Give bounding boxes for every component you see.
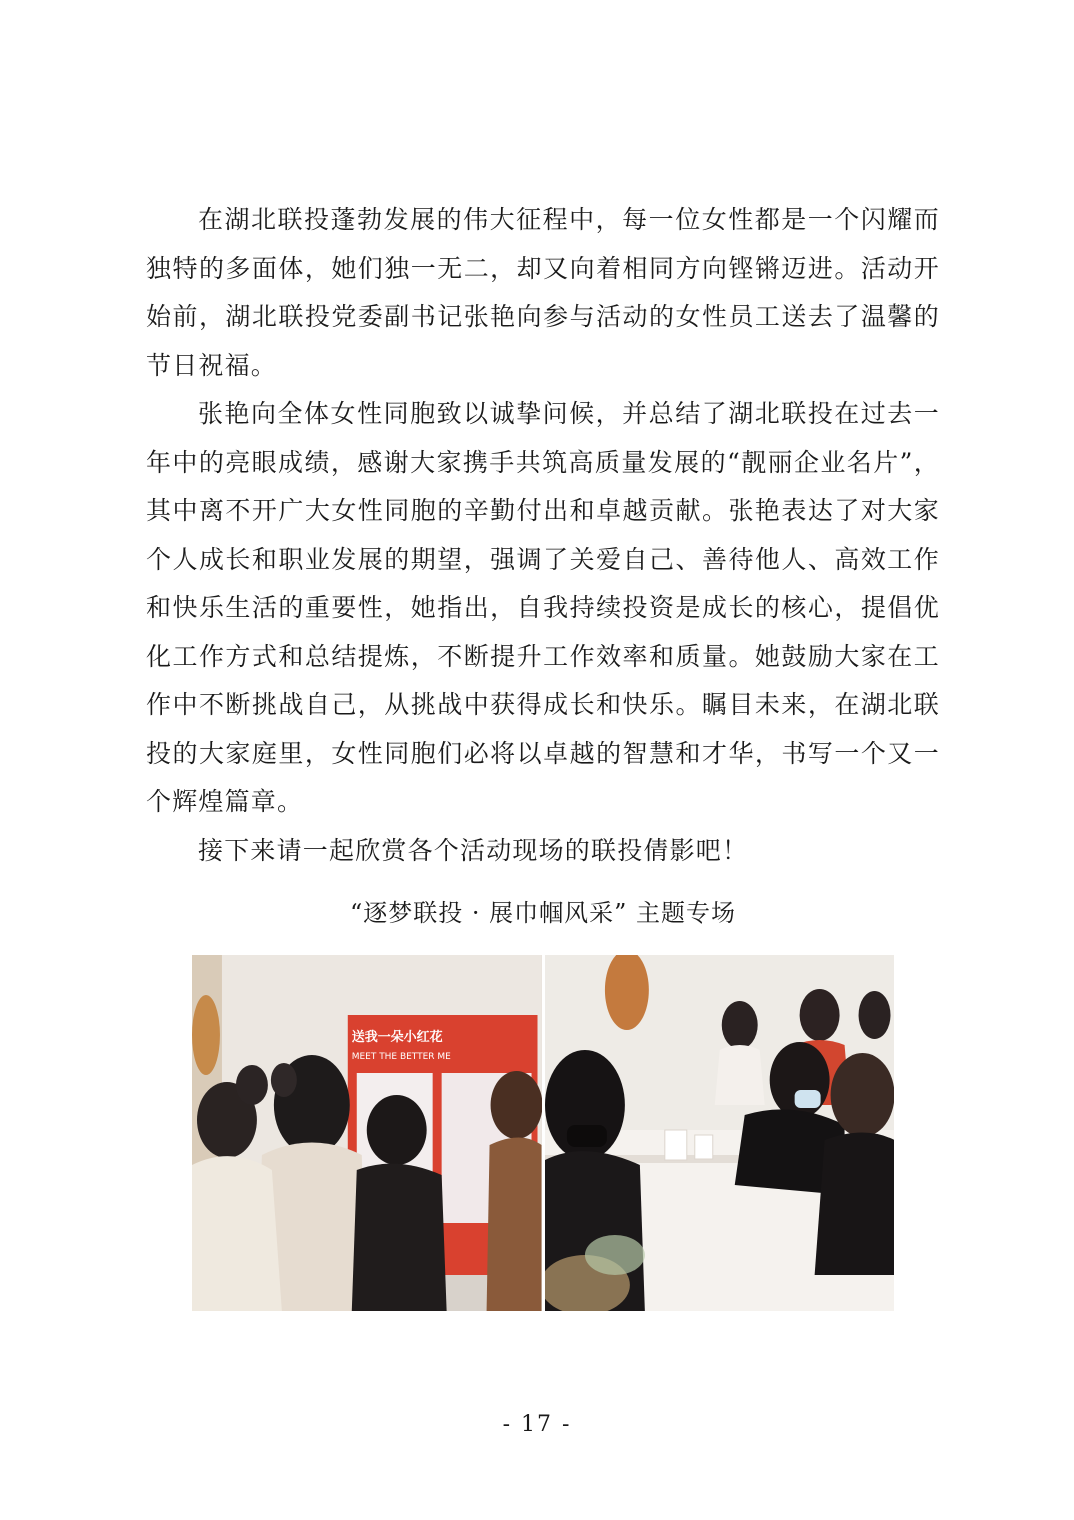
paragraph-3: 接下来请一起欣赏各个活动现场的联投倩影吧！ — [198, 835, 749, 865]
sign-subtitle: MEET THE BETTER ME — [351, 1051, 451, 1063]
paragraph-1: 在湖北联投蓬勃发展的伟大征程中，每一位女性都是一个闪耀而独特的多面体，她们独一无二，却又向着相同方向铿锵迈进。活动开始前，湖北联投党委副书记张艳向参与活动的女性员工送去了温馨的节日祝福。 — [146, 205, 940, 380]
photo-claw-machine — [192, 955, 542, 1311]
article-body — [146, 196, 940, 875]
photo-group — [192, 955, 894, 1311]
paragraph-2: 张艳向全体女性同胞致以诚挚问候，并总结了湖北联投在过去一年中的亮眼成绩，感谢大家携手共筑高质量发展的“靓丽企业名片”，其中离不开广大女性同胞的辛勤付出和卓越贡献。张艳表达了对大家个人成长和职业发展的期望，强调了关爱自己、善待他人、高效工作和快乐生活的重要性，她指出，自我持续投资是成长的核心，提倡优化工作方式和总结提炼，不断提升工作效率和质量。她鼓励大家在工作中不断挑战自己，从挑战中获得成长和快乐。瞩目未来，在湖北联投的大家庭里，女性同胞们必将以卓越的智慧和才华，书写一个又一个辉煌篇章。 — [146, 399, 940, 816]
photo-claw-machine-graphic — [192, 955, 542, 1311]
page-number: - 17 - — [502, 1412, 572, 1437]
sign-title: 送我一朵小红花 — [351, 1029, 443, 1046]
photo-table-activity — [545, 955, 895, 1311]
photo-table-activity-graphic — [545, 955, 895, 1311]
photo-caption: “逐梦联投 · 展巾帼风采” 主题专场 — [349, 899, 737, 927]
